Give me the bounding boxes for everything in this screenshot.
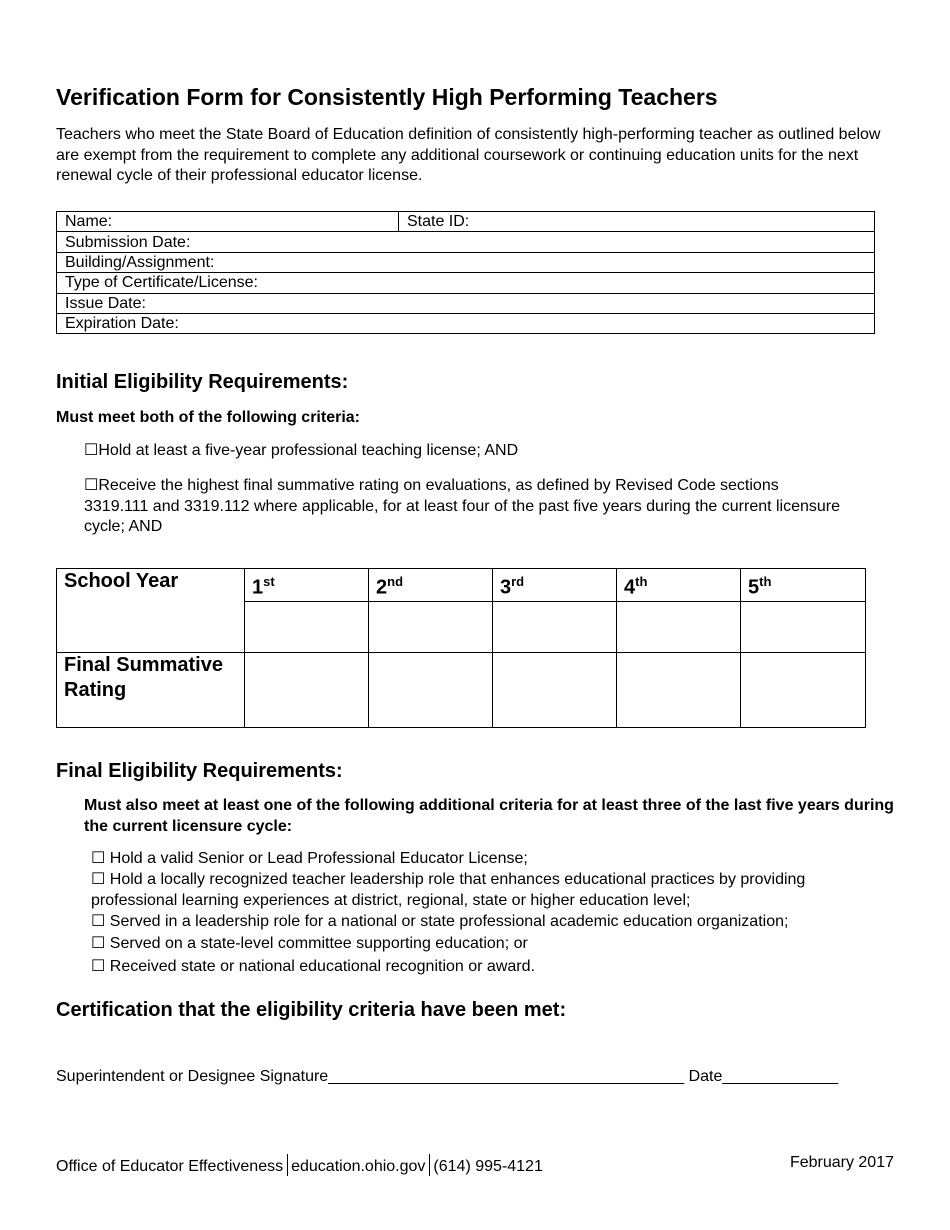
initial-eligibility-heading: Initial Eligibility Requirements: [56, 371, 349, 393]
final-eligibility-heading: Final Eligibility Requirements: [56, 760, 343, 782]
intro-paragraph: Teachers who meet the State Board of Education definition of consistently high-performing teacher as outlined below are exempt from the requirement to complete any additional coursework or continuing education units for the next renewal cycle of their professional educator license. [56, 126, 881, 184]
criterion-text: Receive the highest final summative rating on evaluations, as defined by Revised Code sections 3319.111 and 3319.112 where applicable, for at least four of the past five years during the current licensure cycle; AND [84, 477, 841, 535]
criterion-text: Served in a leadership role for a national or state professional academic education organization; [109, 913, 789, 930]
year-header-1: 1st [245, 569, 369, 602]
rating-input-1[interactable] [245, 652, 369, 727]
criterion-text: Hold a valid Senior or Lead Professional Educator License; [109, 850, 528, 867]
school-year-input-3[interactable] [493, 601, 617, 652]
footer-contact [56, 1154, 543, 1176]
initial-criterion-item [84, 441, 874, 462]
checkbox[interactable]: ☐ [84, 442, 99, 459]
year-header-4: 4th [617, 569, 741, 602]
rating-input-2[interactable] [369, 652, 493, 727]
school-year-label: School Year [57, 569, 245, 653]
final-criterion-item [91, 912, 891, 933]
expiration-date-field[interactable]: Expiration Date: [57, 313, 875, 333]
checkbox[interactable]: ☐ [91, 958, 106, 975]
checkbox[interactable]: ☐ [91, 913, 106, 930]
date-label: Date [688, 1068, 723, 1085]
issue-date-field[interactable]: Issue Date: [57, 293, 875, 313]
submission-date-field[interactable]: Submission Date: [57, 232, 875, 252]
school-year-input-4[interactable] [617, 601, 741, 652]
teacher-info-table [56, 211, 875, 334]
rating-input-5[interactable] [741, 652, 866, 727]
rating-input-3[interactable] [493, 652, 617, 727]
footer-date: February 2017 [789, 1154, 894, 1171]
footer-phone: (614) 995-4121 [433, 1158, 543, 1175]
initial-eligibility-subheading: Must meet both of the following criteria: [56, 409, 360, 426]
page-title: Verification Form for Consistently High Performing Teachers [56, 84, 718, 110]
school-year-input-2[interactable] [369, 601, 493, 652]
checkbox[interactable]: ☐ [91, 850, 106, 867]
criterion-text: Received state or national educational recognition or award. [109, 958, 535, 975]
school-year-input-5[interactable] [741, 601, 866, 652]
checkbox[interactable]: ☐ [91, 871, 106, 888]
footer-office: Office of Educator Effectiveness [56, 1158, 284, 1175]
date-field[interactable]: _____________ [722, 1068, 839, 1085]
signature-line [56, 1068, 838, 1086]
signature-field[interactable]: ________________________________________ [328, 1068, 685, 1085]
year-header-2: 2nd [369, 569, 493, 602]
rating-table [56, 568, 866, 728]
final-criterion-item [91, 934, 891, 955]
building-assignment-field[interactable]: Building/Assignment: [57, 252, 875, 272]
final-eligibility-subheading: Must also meet at least one of the following additional criteria for at least three of the last five years during the current licensure cycle: [84, 797, 894, 835]
year-header-3: 3rd [493, 569, 617, 602]
criterion-text: Hold at least a five-year professional teaching license; AND [98, 442, 519, 459]
checkbox[interactable]: ☐ [91, 935, 106, 952]
signature-label: Superintendent or Designee Signature [56, 1068, 329, 1085]
certification-heading: Certification that the eligibility criteria have been met: [56, 999, 567, 1021]
checkbox[interactable]: ☐ [84, 477, 99, 494]
school-year-input-1[interactable] [245, 601, 369, 652]
initial-criterion-item [84, 476, 844, 538]
year-header-5: 5th [741, 569, 866, 602]
rating-input-4[interactable] [617, 652, 741, 727]
state-id-field[interactable]: State ID: [399, 212, 875, 232]
final-summative-rating-label: Final Summative Rating [57, 652, 245, 727]
footer-divider [429, 1154, 430, 1176]
final-criterion-item [91, 870, 891, 911]
criterion-text: Hold a locally recognized teacher leadership role that enhances educational practices by providing professional learning experiences at district, regional, state or higher education level; [91, 871, 806, 909]
footer-website-link[interactable]: education.ohio.gov [291, 1158, 426, 1175]
criterion-text: Served on a state-level committee supporting education; or [109, 935, 528, 952]
final-criterion-item [91, 849, 891, 870]
name-field[interactable]: Name: [57, 212, 399, 232]
final-criterion-item [91, 957, 891, 978]
certificate-type-field[interactable]: Type of Certificate/License: [57, 273, 875, 293]
footer-divider [287, 1154, 288, 1176]
